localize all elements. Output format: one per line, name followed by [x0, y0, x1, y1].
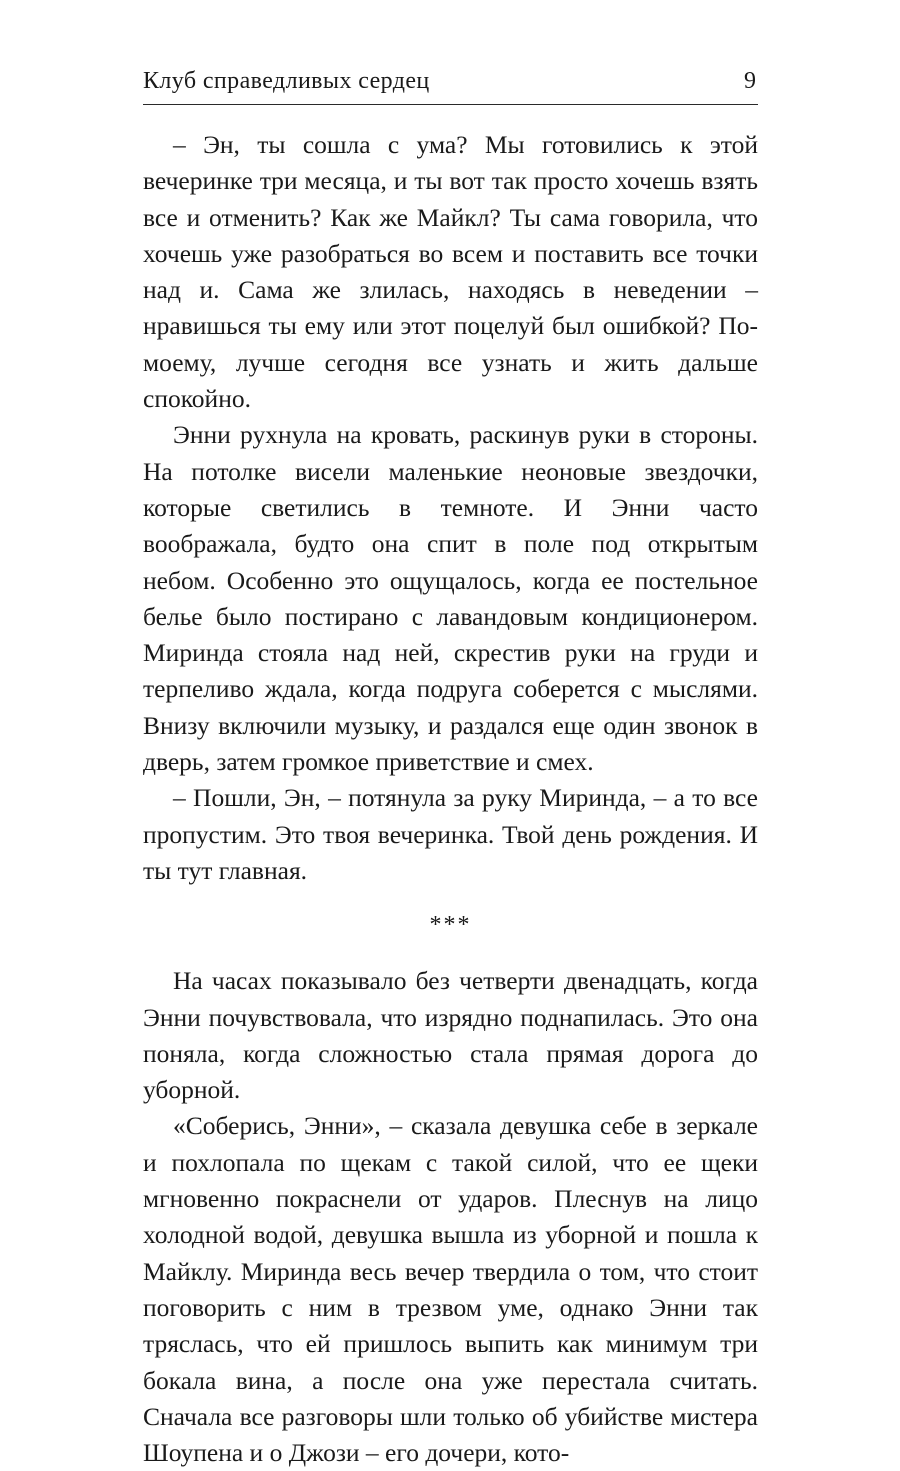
- running-title: Клуб справедливых сердец: [143, 68, 430, 94]
- page-number: 9: [744, 68, 756, 94]
- header-rule: [143, 104, 758, 105]
- section-separator: ***: [429, 912, 472, 939]
- paragraph: «Соберись, Энни», – сказала девушка себе в зеркале и похлопала по щекам с такой силой, что ее щеки мгновенно покраснели от ударов. Плеснув на лицо холодной водой, девушка вышла из уборной и пошла к Майклу. Миринда весь вечер твердила о том, что стоит поговорить с ним в трезвом уме, однако Энни так тряслась, что ей пришлось выпить как минимум три бокала вина, а после она уже перестала считать. Сначала все разговоры шли только об убийстве мистера Шоупена и о Джози – его дочери, кото-: [143, 1111, 758, 1468]
- paragraph: На часах показывало без четверти двенадцать, когда Энни почувствовала, что изрядно поднапилась. Это она поняла, когда сложностью стала прямая дорога до уборной.: [143, 966, 758, 1105]
- page-header: [143, 64, 758, 100]
- body-text: [143, 127, 758, 1471]
- paragraph: – Пошли, Эн, – потянула за руку Миринда, – а то все пропустим. Это твоя вечеринка. Твой день рождения. И ты тут главная.: [143, 783, 758, 885]
- paragraph: Энни рухнула на кровать, раскинув руки в стороны. На потолке висели маленькие неоновые звездочки, которые светились в темноте. И Энни часто воображала, будто она спит в поле под открытым небом. Особенно это ощущалось, когда ее постельное белье было постирано с лавандовым кондиционером. Миринда стояла над ней, скрестив руки на груди и терпеливо ждала, когда подруга соберется с мыслями. Внизу включили музыку, и раздался еще один звонок в дверь, затем громкое приветствие и смех.: [143, 420, 758, 777]
- book-page: [143, 0, 758, 1468]
- paragraph: – Эн, ты сошла с ума? Мы готовились к этой вечеринке три месяца, и ты вот так просто хочешь взять все и отменить? Как же Майкл? Ты сама говорила, что хочешь уже разобраться во всем и поставить все точки над и. Сама же злилась, находясь в неведении – нравишься ты ему или этот поцелуй был ошибкой? По-моему, лучше сегодня все узнать и жить дальше спокойно.: [143, 130, 758, 414]
